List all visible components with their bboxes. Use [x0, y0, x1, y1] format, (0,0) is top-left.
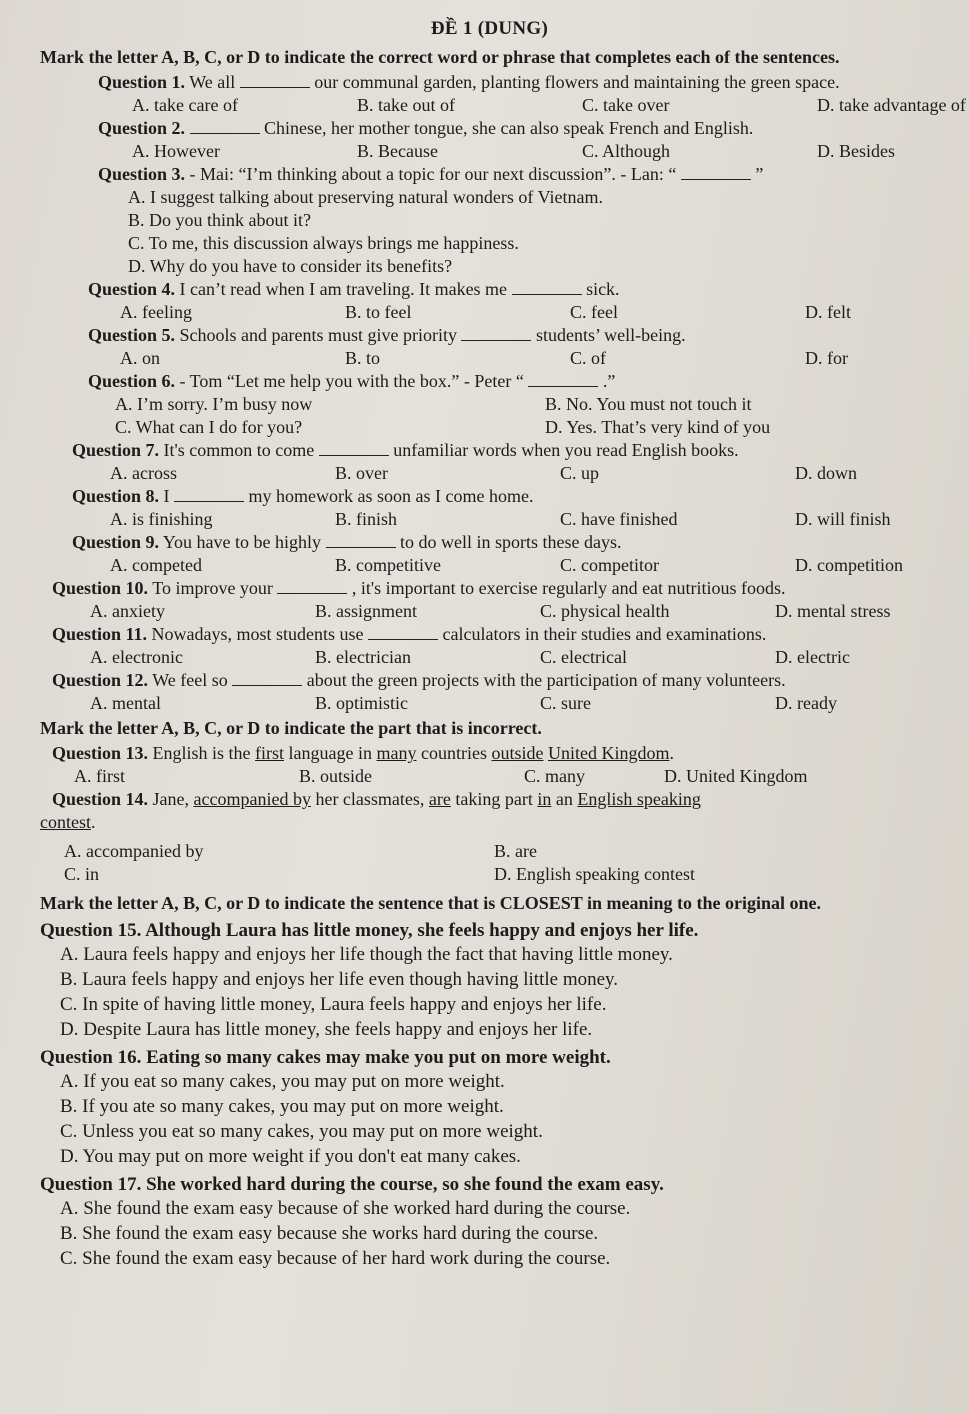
question-label: Question 11.	[52, 624, 148, 644]
section3-instruction: Mark the letter A, B, C, or D to indicate the sentence that is CLOSEST in meaning to the original one.	[40, 893, 821, 913]
question-4	[40, 278, 939, 324]
option-b: B. to	[345, 348, 381, 368]
option-b: B. electrician	[315, 647, 411, 667]
option-b: B. take out of	[357, 95, 455, 115]
question-text-after: , it's important to exercise regularly and eat nutritious foods.	[351, 578, 786, 598]
option-b: B. assignment	[315, 601, 417, 621]
option-d: D. English speaking contest	[494, 864, 695, 884]
question-label: Question 17.	[40, 1174, 142, 1195]
option-c: C. of	[570, 348, 606, 368]
underlined-part-d-cont: contest	[40, 812, 91, 832]
text: language in	[284, 743, 377, 763]
option-b: B. Do you think about it?	[128, 210, 311, 230]
option-c: C. electrical	[540, 647, 627, 667]
page-title: ĐỀ 1 (DUNG)	[430, 18, 549, 39]
question-3	[40, 163, 939, 278]
question-8	[40, 485, 939, 531]
question-label: Question 14.	[52, 789, 149, 809]
option-a: A. accompanied by	[64, 841, 204, 861]
answer-blank	[326, 533, 396, 548]
option-b: B. competitive	[335, 555, 441, 575]
question-label: Question 6.	[88, 371, 176, 391]
option-d: D. will finish	[795, 509, 891, 529]
option-d: D. competition	[795, 555, 903, 575]
option-a: A. competed	[110, 555, 202, 575]
underlined-part-d: United Kingdom	[547, 743, 670, 763]
question-text: She worked hard during the course, so she found the exam easy.	[146, 1174, 664, 1195]
section1-questions	[40, 71, 966, 715]
text: her classmates,	[310, 789, 429, 809]
option-c: C. many	[524, 766, 585, 786]
option-b: B. outside	[299, 766, 373, 786]
answer-blank	[528, 372, 598, 387]
option-b: B. If you ate so many cakes, you may put on more weight.	[60, 1096, 504, 1117]
option-d: D. Yes. That’s very kind of you	[545, 417, 771, 437]
option-b: B. finish	[335, 509, 398, 529]
question-text-after: about the green projects with the participation of many volunteers.	[306, 670, 786, 690]
question-12	[40, 669, 939, 715]
underlined-part-b: outside	[491, 743, 544, 763]
answer-blank	[232, 671, 302, 686]
option-d: D. electric	[775, 647, 850, 667]
question-text-after: our communal garden, planting flowers and maintaining the green space.	[314, 72, 840, 92]
option-a: A. She found the exam easy because of she worked hard during the course.	[60, 1198, 631, 1219]
option-a: A. I’m sorry. I’m busy now	[115, 394, 313, 414]
underlined-part-c: in	[537, 789, 552, 809]
option-d: D. for	[805, 348, 848, 368]
option-a: A. However	[132, 141, 220, 161]
section3-questions	[40, 919, 939, 1271]
question-label: Question 5.	[88, 325, 176, 345]
option-c: C. To me, this discussion always brings me happiness.	[128, 233, 519, 253]
question-17	[40, 1173, 939, 1271]
option-c: C. take over	[582, 95, 670, 115]
answer-blank	[512, 280, 582, 295]
option-a: A. If you eat so many cakes, you may put on more weight.	[60, 1071, 505, 1092]
question-label: Question 1.	[98, 72, 186, 92]
option-c: C. Although	[582, 141, 671, 161]
question-text-after: sick.	[586, 279, 620, 299]
option-d: D. Despite Laura has little money, she feels happy and enjoys her life.	[60, 1019, 593, 1040]
answer-blank	[368, 625, 438, 640]
underlined-part-d: English speaking	[577, 789, 701, 809]
option-d: D. ready	[775, 693, 837, 713]
answer-blank	[461, 326, 531, 341]
answer-blank	[277, 579, 347, 594]
question-text: Eating so many cakes may make you put on more weight.	[146, 1047, 611, 1068]
question-text-before: We all	[189, 72, 236, 92]
text: taking part	[450, 789, 538, 809]
option-c: C. What can I do for you?	[115, 417, 303, 437]
question-text-before: Schools and parents must give priority	[179, 325, 457, 345]
option-a: A. is finishing	[110, 509, 213, 529]
question-label: Question 7.	[72, 440, 160, 460]
option-d: D. take advantage of	[817, 95, 966, 115]
underlined-part-b: are	[428, 789, 451, 809]
question-15	[40, 919, 939, 1042]
option-a: A. take care of	[132, 95, 238, 115]
question-text-before: I	[163, 486, 170, 506]
question-text-after: students’ well-being.	[535, 325, 686, 345]
question-label: Question 16.	[40, 1047, 142, 1068]
question-text-before: I can’t read when I am traveling. It makes me	[179, 279, 508, 299]
question-text-after: .”	[602, 371, 616, 391]
question-text-before: You have to be highly	[162, 532, 322, 552]
option-c: C. sure	[540, 693, 591, 713]
question-text-after: Chinese, her mother tongue, she can also speak French and English.	[264, 118, 754, 138]
question-text-after: calculators in their studies and examinations.	[442, 624, 767, 644]
section2-instruction: Mark the letter A, B, C, or D to indicate the part that is incorrect.	[40, 718, 542, 738]
question-16	[40, 1046, 939, 1169]
option-c: C. physical health	[540, 601, 670, 621]
question-text-before: It's common to come	[163, 440, 315, 460]
option-a: A. first	[74, 766, 125, 786]
question-label: Question 15.	[40, 920, 142, 941]
question-text-before: To improve your	[152, 578, 273, 598]
underlined-part-c: many	[376, 743, 417, 763]
option-d: D. You may put on more weight if you don't eat many cakes.	[60, 1146, 521, 1167]
option-b: B. to feel	[345, 302, 412, 322]
option-a: A. I suggest talking about preserving natural wonders of Vietnam.	[128, 187, 603, 207]
option-a: A. across	[110, 463, 177, 483]
option-a: A. feeling	[120, 302, 192, 322]
question-11	[40, 623, 939, 669]
option-a: A. mental	[90, 693, 161, 713]
option-b: B. optimistic	[315, 693, 409, 713]
text: .	[669, 743, 674, 763]
answer-blank	[174, 487, 244, 502]
option-a: A. Laura feels happy and enjoys her life though the fact that having little money.	[60, 944, 673, 965]
question-label: Question 9.	[72, 532, 160, 552]
option-b: B. Because	[357, 141, 438, 161]
question-text: Although Laura has little money, she feels happy and enjoys her life.	[145, 920, 699, 941]
option-d: D. Why do you have to consider its benefits?	[128, 256, 453, 276]
question-label: Question 13.	[52, 743, 149, 763]
question-label: Question 8.	[72, 486, 160, 506]
option-c: C. up	[560, 463, 600, 483]
option-c: C. in	[64, 864, 100, 884]
question-text-after: unfamiliar words when you read English books.	[393, 440, 739, 460]
option-b: B. Laura feels happy and enjoys her life even though having little money.	[60, 969, 619, 990]
text: English is the	[152, 743, 256, 763]
option-d: D. United Kingdom	[664, 766, 808, 786]
text: .	[91, 812, 96, 832]
option-d: D. mental stress	[775, 601, 891, 621]
option-a: A. on	[120, 348, 160, 368]
option-d: D. down	[795, 463, 857, 483]
question-text-before: - Tom “Let me help you with the box.” - Peter “	[179, 371, 524, 391]
section1-instruction: Mark the letter A, B, C, or D to indicate the correct word or phrase that completes each of the sentences.	[40, 47, 840, 67]
question-label: Question 10.	[52, 578, 149, 598]
option-c: C. have finished	[560, 509, 678, 529]
question-10	[40, 577, 939, 623]
question-text-before: Nowadays, most students use	[151, 624, 364, 644]
option-d: D. Besides	[817, 141, 895, 161]
answer-blank	[190, 119, 260, 134]
question-text-after: ”	[755, 164, 764, 184]
answer-blank	[240, 73, 310, 88]
question-13	[40, 742, 939, 788]
question-text-after: to do well in sports these days.	[400, 532, 622, 552]
option-b: B. She found the exam easy because she works hard during the course.	[60, 1223, 599, 1244]
question-label: Question 3.	[98, 164, 186, 184]
question-6	[40, 370, 939, 439]
option-a: A. anxiety	[90, 601, 165, 621]
question-label: Question 12.	[52, 670, 149, 690]
question-label: Question 4.	[88, 279, 176, 299]
question-7	[40, 439, 939, 485]
option-b: B. are	[494, 841, 537, 861]
text: an	[551, 789, 578, 809]
question-1	[40, 71, 966, 117]
question-9	[40, 531, 939, 577]
answer-blank	[319, 441, 389, 456]
question-2	[40, 117, 939, 163]
question-label: Question 2.	[98, 118, 186, 138]
option-c: C. Unless you eat so many cakes, you may put on more weight.	[60, 1121, 543, 1142]
question-5	[40, 324, 939, 370]
text: countries	[416, 743, 492, 763]
underlined-part-a: first	[255, 743, 285, 763]
question-14	[40, 788, 939, 886]
option-c: C. competitor	[560, 555, 659, 575]
question-text-after: my homework as soon as I come home.	[248, 486, 534, 506]
option-b: B. over	[335, 463, 388, 483]
text: Jane,	[152, 789, 194, 809]
question-text-before: - Mai: “I’m thinking about a topic for our next discussion”. - Lan: “	[189, 164, 677, 184]
option-a: A. electronic	[90, 647, 183, 667]
option-c: C. feel	[570, 302, 618, 322]
question-text-before: We feel so	[152, 670, 228, 690]
answer-blank	[681, 165, 751, 180]
underlined-part-a: accompanied by	[193, 789, 311, 809]
option-c: C. In spite of having little money, Laura feels happy and enjoys her life.	[60, 994, 607, 1015]
option-c: C. She found the exam easy because of her hard work during the course.	[60, 1248, 611, 1269]
option-b: B. No. You must not touch it	[545, 394, 752, 414]
option-d: D. felt	[805, 302, 851, 322]
